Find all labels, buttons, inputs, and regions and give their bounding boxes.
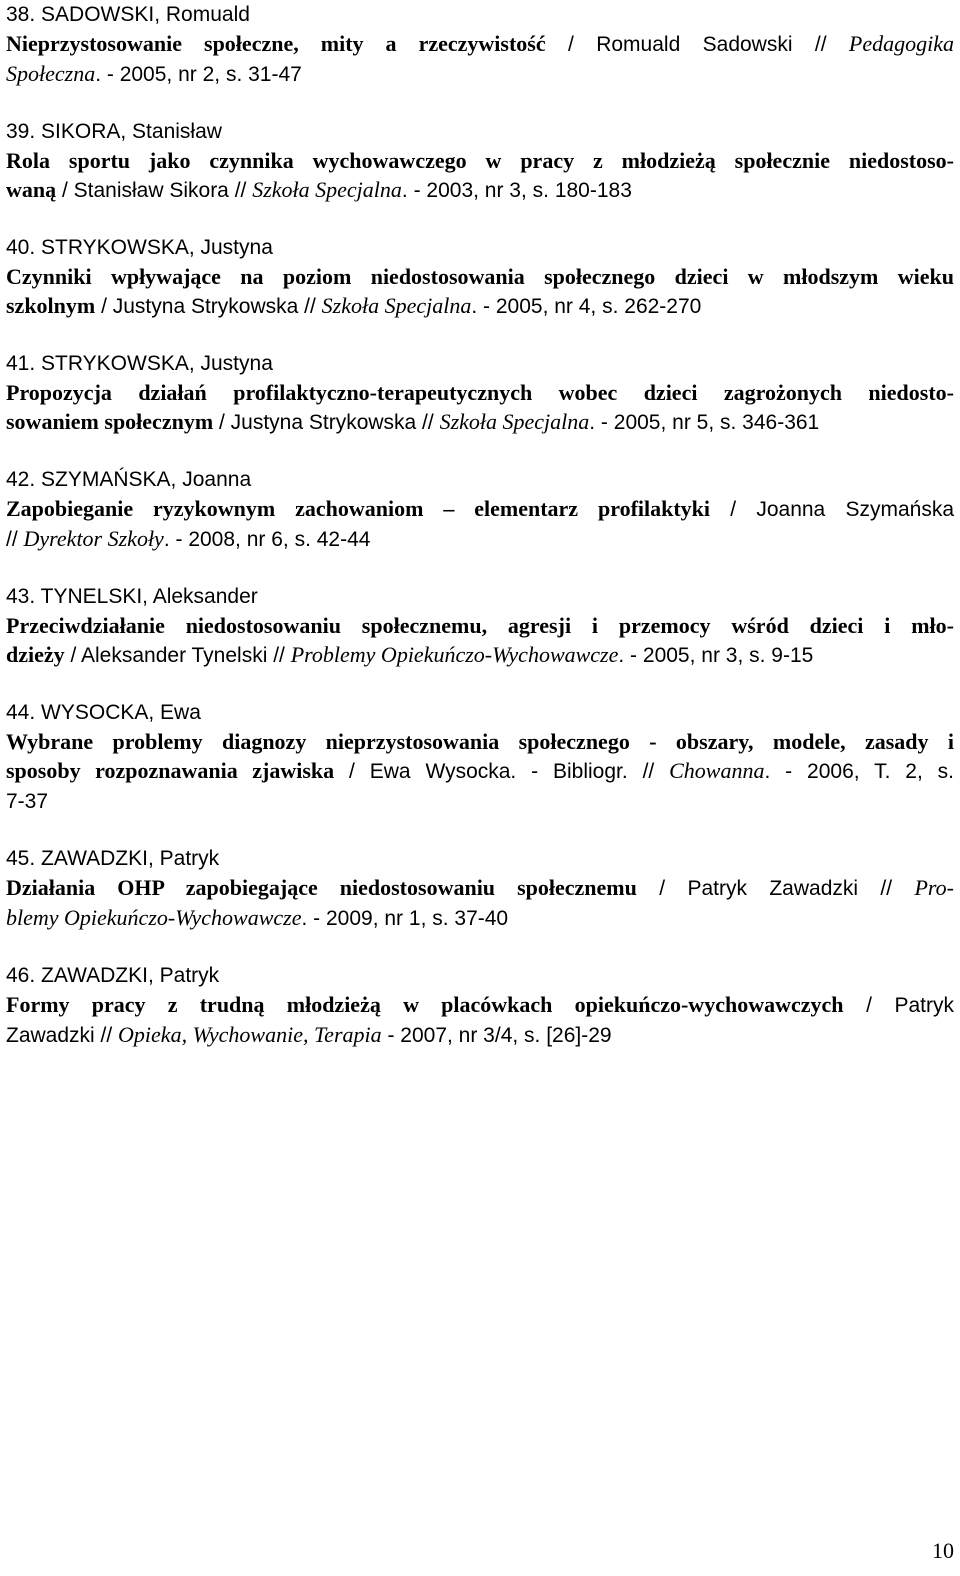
entry-heading: 44. WYSOCKA, Ewa	[6, 701, 201, 724]
entry-author-ref: / Joanna Szymańska	[710, 498, 955, 521]
entry-title: Rola sportu jako czynnika wychowawczego w pracy z młodzieżą społecznie niedostoso-	[6, 148, 954, 173]
entry-title: Czynniki wpływające na poziom niedostosowania społecznego dzieci w młodszym wieku	[6, 264, 954, 289]
entry-author-ref: / Justyna Strykowska //	[95, 295, 322, 318]
entry-journal: Pedagogika	[848, 31, 955, 56]
entry-journal: Szkoła Specjalna	[439, 409, 590, 434]
entry-line	[6, 727, 954, 756]
entry-journal: Problemy Opiekuńczo-Wychowawcze	[290, 642, 619, 667]
entry-line	[6, 407, 954, 437]
entry-author-ref: / Aleksander Tynelski //	[64, 644, 291, 667]
bibliography-list	[6, 0, 954, 1050]
entry-line	[6, 494, 954, 524]
entry-line	[6, 611, 954, 640]
entry-journal: Szkoła Specjalna	[252, 177, 402, 202]
entry-journal: blemy Opiekuńczo-Wychowawcze	[6, 905, 302, 930]
entry-line	[6, 1020, 954, 1050]
entry-line	[6, 524, 954, 554]
entry-author-ref: Zawadzki //	[6, 1024, 119, 1047]
entry-line	[6, 756, 954, 786]
bibliography-entry	[6, 117, 954, 205]
entry-heading: 39. SIKORA, Stanisław	[6, 120, 222, 143]
entry-title: dzieży	[6, 642, 65, 667]
entry-heading: 41. STRYKOWSKA, Justyna	[6, 352, 273, 375]
entry-title: szkolnym	[6, 293, 96, 318]
bibliography-entry	[6, 961, 954, 1050]
entry-heading: 38. SADOWSKI, Romuald	[6, 3, 250, 26]
entry-title: sposoby rozpoznawania zjawiska	[6, 758, 335, 783]
entry-publication-details: . - 2005, nr 3, s. 9-15	[618, 644, 814, 667]
entry-line	[6, 59, 954, 89]
entry-publication-details: - 2007, nr 3/4, s. [26]-29	[381, 1024, 612, 1047]
entry-author-ref: //	[6, 528, 24, 551]
entry-journal: Społeczna	[6, 61, 96, 86]
bibliography-entry	[6, 844, 954, 933]
entry-title: Formy pracy z trudną młodzieżą w placówkach opiekuńczo-wychowawczych	[6, 992, 844, 1017]
entry-line	[6, 640, 954, 670]
entry-publication-details: . - 2005, nr 2, s. 31-47	[95, 63, 302, 86]
entry-line	[6, 378, 954, 407]
entry-title: sowaniem społecznym	[6, 409, 214, 434]
entry-heading: 40. STRYKOWSKA, Justyna	[6, 236, 273, 259]
entry-title: Nieprzystosowanie społeczne, mity a rzeczywistość	[6, 31, 546, 56]
entry-title: waną	[6, 177, 57, 202]
entry-line	[6, 903, 954, 933]
bibliography-entry	[6, 582, 954, 670]
entry-author-ref: / Ewa Wysocka. - Bibliogr. //	[334, 760, 670, 783]
entry-journal: Szkoła Specjalna	[321, 293, 472, 318]
entry-journal: Opieka, Wychowanie, Terapia	[118, 1022, 382, 1047]
entry-title: Zapobieganie ryzykownym zachowaniom – elementarz profilaktyki	[6, 496, 711, 521]
entry-line	[6, 990, 954, 1020]
entry-line	[6, 291, 954, 321]
entry-heading: 45. ZAWADZKI, Patryk	[6, 847, 220, 870]
entry-publication-details: . - 2005, nr 5, s. 346-361	[589, 411, 820, 434]
entry-author-ref: / Romuald Sadowski //	[545, 33, 849, 56]
entry-publication-details: . - 2006, T. 2, s.	[764, 760, 955, 783]
entry-title: Przeciwdziałanie niedostosowaniu społecznemu, agresji i przemocy wśród dzieci i mło-	[6, 613, 954, 638]
bibliography-entry	[6, 465, 954, 554]
entry-line	[6, 29, 954, 59]
entry-publication-details: . - 2005, nr 4, s. 262-270	[471, 295, 702, 318]
entry-title: Działania OHP zapobiegające niedostosowaniu społecznemu	[6, 875, 637, 900]
entry-heading: 43. TYNELSKI, Aleksander	[6, 585, 258, 608]
bibliography-entry	[6, 233, 954, 321]
bibliography-page	[6, 0, 954, 1078]
entry-journal: Pro-	[914, 875, 954, 900]
entry-author-ref: / Stanisław Sikora //	[56, 179, 253, 202]
entry-title: Propozycja działań profilaktyczno-terapeutycznych wobec dzieci zagrożonych niedosto-	[6, 380, 954, 405]
entry-line	[6, 146, 954, 175]
entry-heading: 46. ZAWADZKI, Patryk	[6, 964, 220, 987]
page-number: 10	[932, 1538, 954, 1563]
entry-publication-details: . - 2003, nr 3, s. 180-183	[401, 179, 632, 202]
entry-journal: Dyrektor Szkoły	[23, 526, 164, 551]
entry-title: Wybrane problemy diagnozy nieprzystosowania społecznego - obszary, modele, zasady i	[6, 729, 954, 754]
entry-heading: 42. SZYMAŃSKA, Joanna	[6, 468, 252, 491]
entry-line	[6, 175, 954, 205]
entry-author-ref: / Justyna Strykowska //	[213, 411, 440, 434]
bibliography-entry	[6, 0, 954, 89]
bibliography-entry	[6, 698, 954, 816]
entry-line	[6, 786, 954, 816]
entry-author-ref: / Patryk Zawadzki //	[636, 877, 915, 900]
entry-publication-details: . - 2008, nr 6, s. 42-44	[163, 528, 371, 551]
entry-publication-details: . - 2009, nr 1, s. 37-40	[301, 907, 509, 930]
entry-publication-details: 7-37	[6, 790, 49, 813]
bibliography-entry	[6, 349, 954, 437]
entry-line	[6, 262, 954, 291]
entry-author-ref: / Patryk	[843, 994, 954, 1017]
entry-line	[6, 873, 954, 903]
entry-journal: Chowanna	[669, 758, 765, 783]
